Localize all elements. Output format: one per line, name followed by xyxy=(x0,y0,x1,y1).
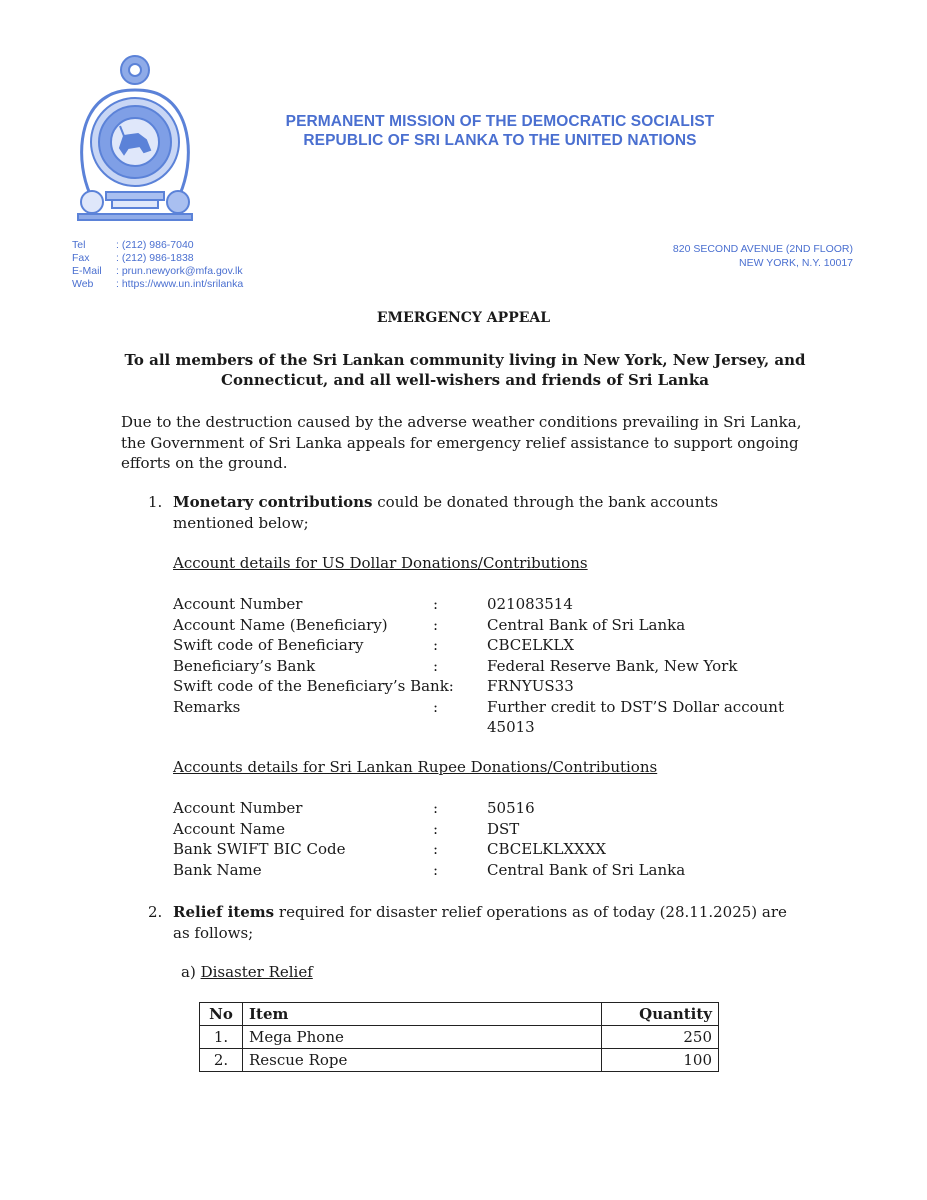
sub-heading-prefix: a) xyxy=(181,963,201,981)
list-number: 1. xyxy=(148,493,163,511)
kv-row xyxy=(173,860,807,881)
mission-address xyxy=(673,242,853,270)
kv-row xyxy=(173,594,807,615)
contact-block xyxy=(72,239,243,291)
audience-heading xyxy=(110,350,820,390)
kv-label: Account Name xyxy=(173,819,285,838)
kv-label: Bank SWIFT BIC Code xyxy=(173,840,346,858)
sub-heading-text: Disaster Relief xyxy=(200,963,313,981)
kv-label: Account Number xyxy=(173,595,303,613)
kv-colon: : xyxy=(433,697,439,716)
kv-colon: : xyxy=(433,615,439,634)
kv-label: Bank Name xyxy=(173,860,262,879)
col-header-no: No xyxy=(200,1003,243,1026)
contact-label: E-Mail xyxy=(72,265,102,277)
usd-account-details xyxy=(173,594,807,738)
kv-label: Beneficiary’s Bank xyxy=(173,656,316,675)
kv-label: Account Name (Beneficiary) xyxy=(173,615,388,634)
cell-item: Rescue Rope xyxy=(243,1049,602,1072)
kv-value: Further credit to DST’S Dollar account 45013 xyxy=(487,697,784,736)
cell-no: 1. xyxy=(200,1026,243,1049)
kv-value: 021083514 xyxy=(487,595,573,613)
audience-line2: Connecticut, and all well-wishers and friends of Sri Lanka xyxy=(221,371,709,389)
contact-value: : (212) 986-7040 xyxy=(116,239,194,251)
kv-value: Federal Reserve Bank, New York xyxy=(487,656,738,675)
list-bold: Relief items xyxy=(173,903,275,921)
kv-label: Account Number xyxy=(173,799,303,817)
kv-value: FRNYUS33 xyxy=(487,677,574,695)
list-text xyxy=(173,902,803,943)
kv-row xyxy=(173,839,807,860)
kv-value: Central Bank of Sri Lanka xyxy=(487,860,686,879)
kv-value: 50516 xyxy=(487,799,535,817)
cell-no: 2. xyxy=(200,1049,243,1072)
address-line1: 820 SECOND AVENUE (2ND FLOOR) xyxy=(672,243,853,255)
list-rest: could be donated through the bank accounts mentioned below; xyxy=(173,493,719,532)
kv-row xyxy=(173,798,807,819)
sri-lanka-emblem-icon xyxy=(72,52,198,226)
list-text xyxy=(173,492,803,533)
kv-row xyxy=(173,615,807,636)
kv-colon: : xyxy=(433,840,439,858)
lkr-account-details xyxy=(173,798,807,880)
col-header-quantity: Quantity xyxy=(602,1003,719,1026)
lkr-section-heading: Accounts details for Sri Lankan Rupee Donations/Contributions xyxy=(173,758,658,776)
kv-value: CBCELKLXXXX xyxy=(487,840,607,858)
audience-line1: To all members of the Sri Lankan community living in New York, New Jersey, and xyxy=(124,351,806,369)
contact-value[interactable]: : https://www.un.int/srilanka xyxy=(116,278,244,290)
kv-colon: : xyxy=(433,860,439,879)
kv-row xyxy=(173,635,807,656)
kv-colon: : xyxy=(433,819,439,838)
kv-colon: : xyxy=(433,595,439,613)
kv-label: Swift code of the Beneficiary’s Bank: xyxy=(173,677,454,695)
table-row xyxy=(200,1049,719,1072)
document-title: EMERGENCY APPEAL xyxy=(376,310,551,326)
cell-item: Mega Phone xyxy=(243,1026,602,1049)
contact-email xyxy=(72,265,243,278)
contact-web xyxy=(72,278,243,291)
contact-label: Web xyxy=(72,278,94,290)
kv-row xyxy=(173,656,807,677)
mission-title-line2: REPUBLIC OF SRI LANKA TO THE UNITED NATIONS xyxy=(303,132,697,149)
list-number: 2. xyxy=(148,903,163,921)
col-header-item: Item xyxy=(243,1003,602,1026)
table-row xyxy=(200,1026,719,1049)
mission-title-line1: PERMANENT MISSION OF THE DEMOCRATIC SOCIALIST xyxy=(285,113,715,130)
kv-colon: : xyxy=(433,636,439,654)
contact-label: Fax xyxy=(72,252,90,264)
address-line2: NEW YORK, N.Y. 10017 xyxy=(739,257,853,269)
kv-row xyxy=(173,676,807,697)
kv-value: Central Bank of Sri Lanka xyxy=(487,615,686,634)
cell-quantity: 250 xyxy=(602,1026,719,1049)
disaster-relief-heading xyxy=(181,963,313,981)
contact-tel xyxy=(72,239,243,252)
list-bold: Monetary contributions xyxy=(173,493,373,511)
intro-paragraph: Due to the destruction caused by the adverse weather conditions prevailing in Sri Lanka, the Government of Sri Lanka appeals for emergency relief assistance to support ongoing efforts on the ground. xyxy=(121,413,802,472)
mission-title xyxy=(260,112,740,150)
list-rest: required for disaster relief operations as of today (28.11.2025) are as follows; xyxy=(173,903,787,942)
usd-section-heading: Account details for US Dollar Donations/Contributions xyxy=(173,554,588,572)
contact-fax xyxy=(72,252,243,265)
cell-quantity: 100 xyxy=(602,1049,719,1072)
contact-label: Tel xyxy=(72,239,86,251)
contact-value[interactable]: : prun.newyork@mfa.gov.lk xyxy=(116,265,243,277)
kv-value: CBCELKLX xyxy=(487,636,575,654)
kv-label: Remarks xyxy=(173,697,241,716)
kv-colon: : xyxy=(433,799,439,817)
contact-value: : (212) 986-1838 xyxy=(116,252,194,264)
kv-value: DST xyxy=(487,819,520,838)
kv-row xyxy=(173,697,807,738)
table-header-row xyxy=(200,1003,719,1026)
kv-colon: : xyxy=(433,656,439,675)
relief-items-table xyxy=(199,1002,719,1072)
kv-row xyxy=(173,819,807,840)
kv-label: Swift code of Beneficiary xyxy=(173,636,364,654)
